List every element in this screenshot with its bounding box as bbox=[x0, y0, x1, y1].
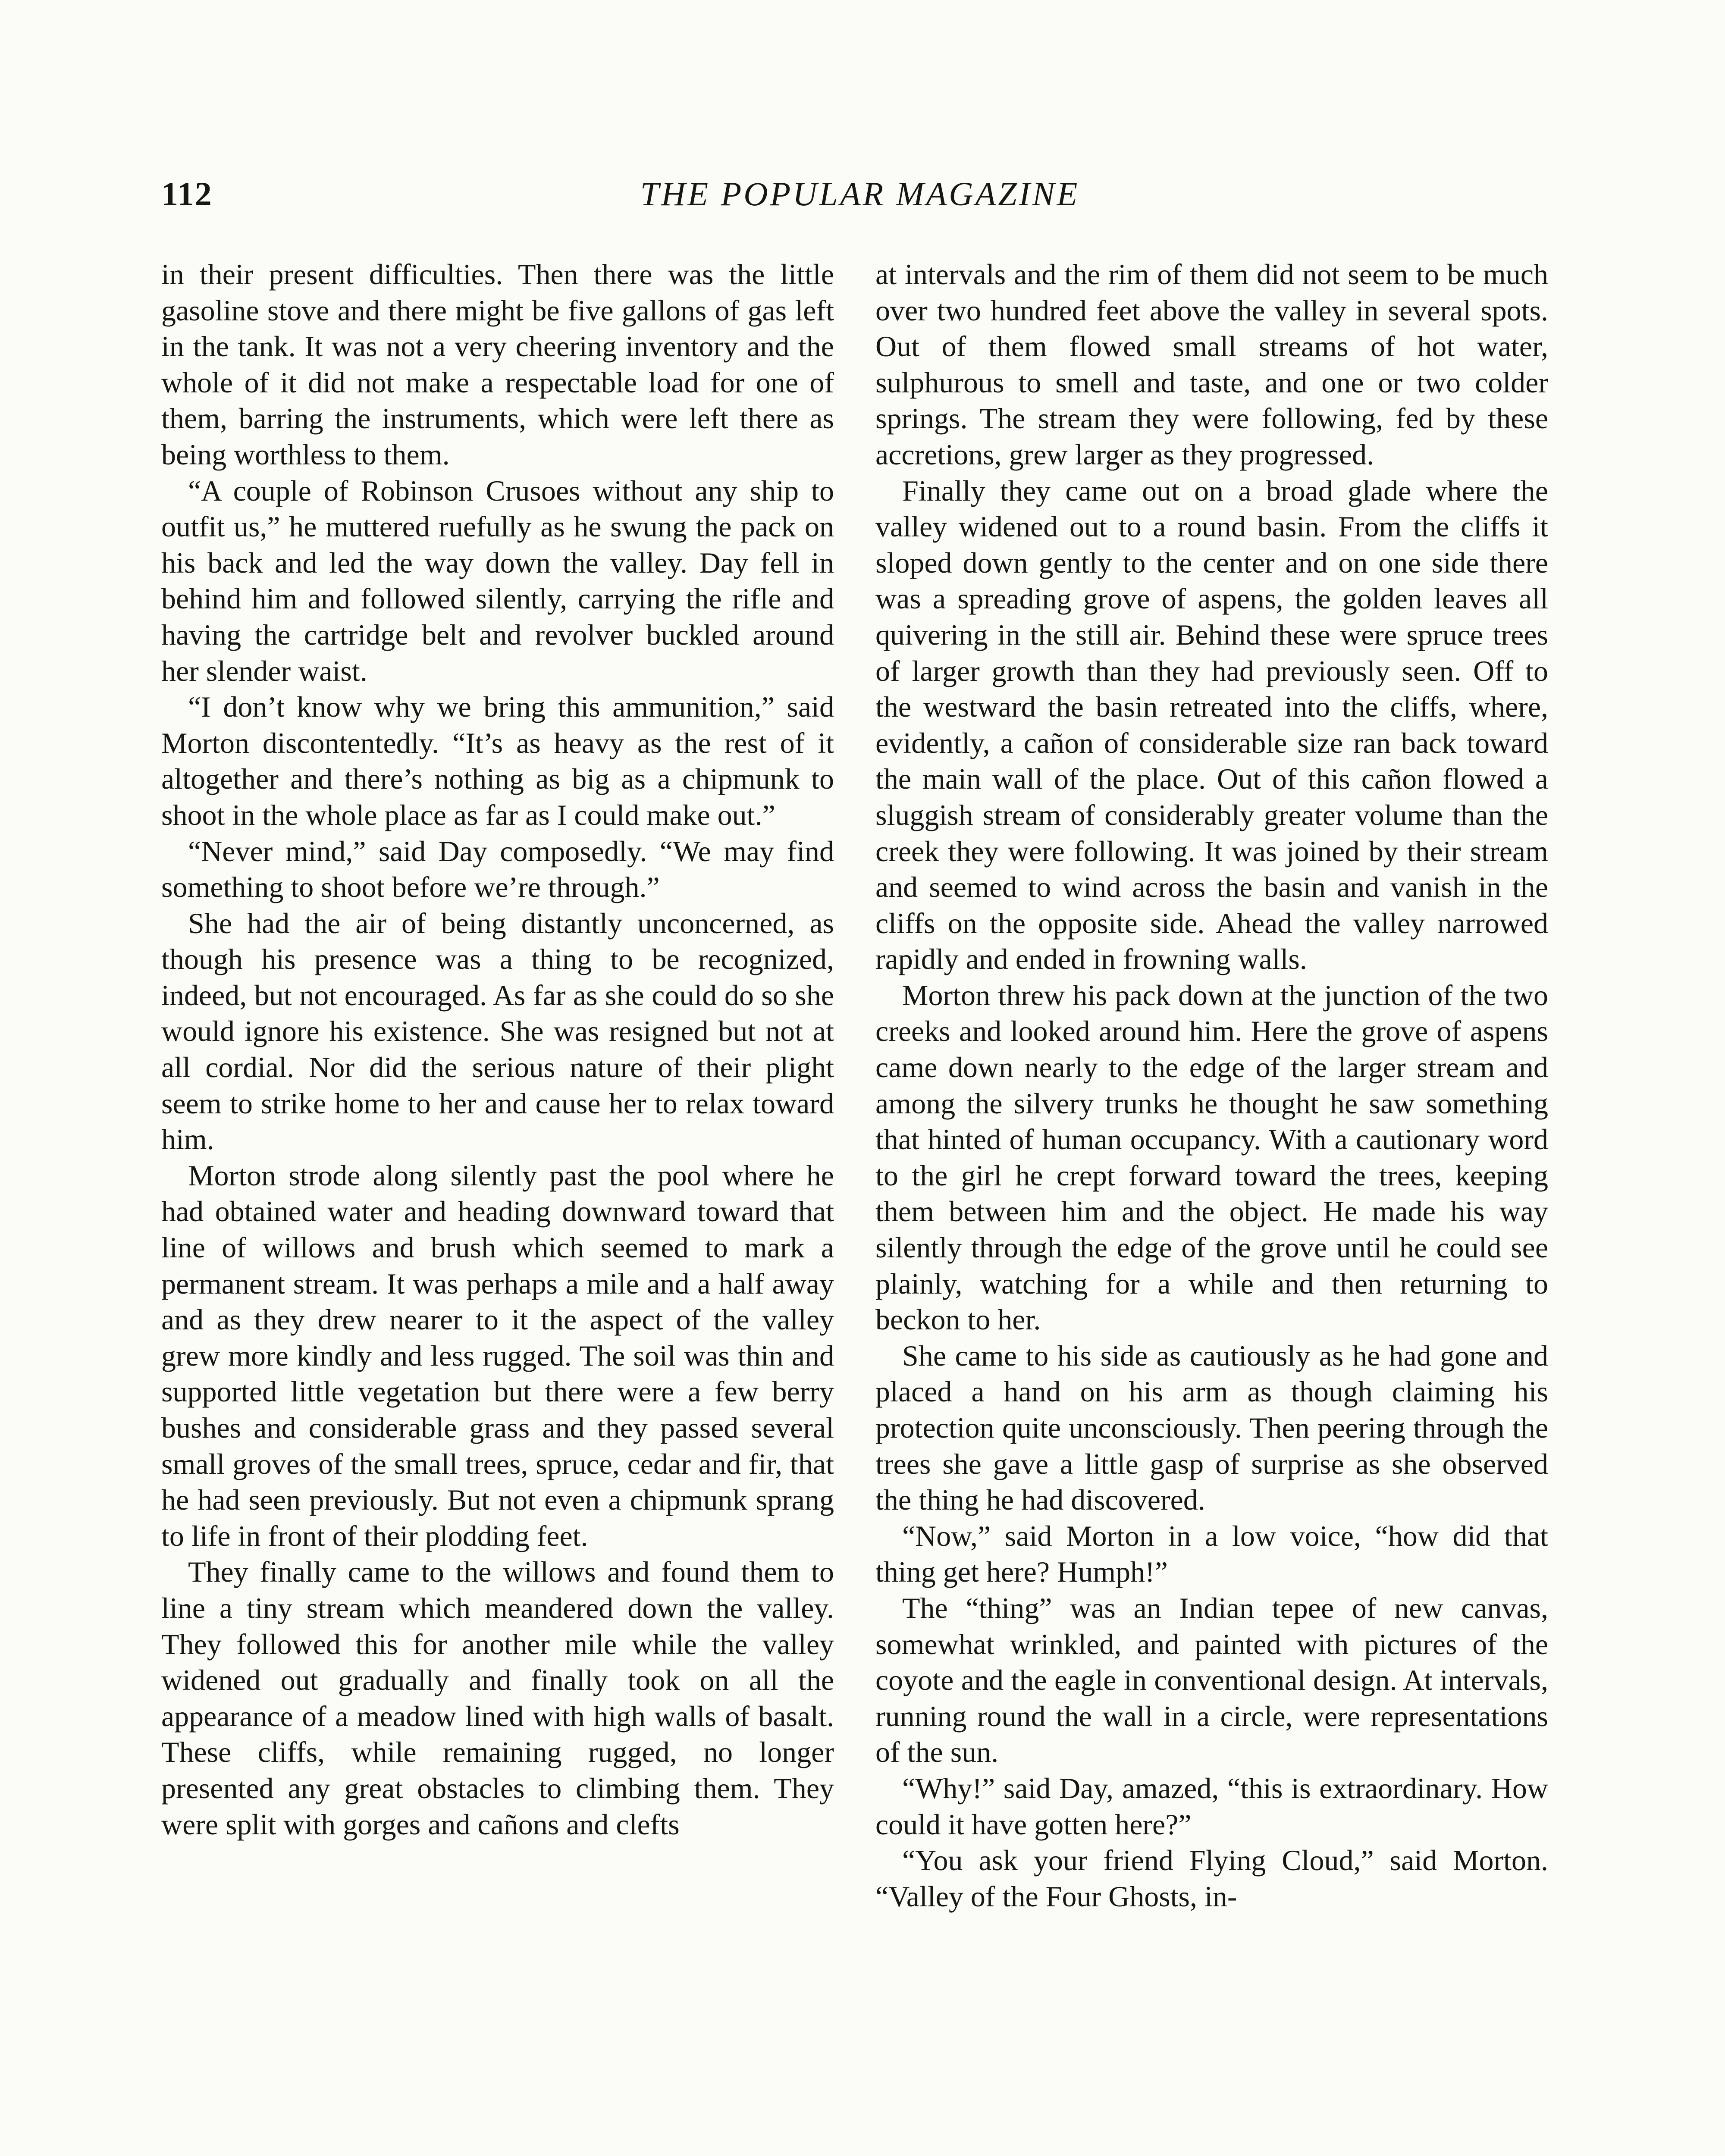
paragraph: “I don’t know why we bring this ammunition,” said Morton discontentedly. “It’s as heavy as the rest of it altogether and there’s nothing as big as a chipmunk to shoot in the whole place as far as I could make out.” bbox=[161, 690, 834, 831]
page-number: 112 bbox=[161, 175, 213, 213]
running-head-title: THE POPULAR MAGAZINE bbox=[640, 175, 1080, 213]
right-text-column bbox=[875, 257, 1548, 1915]
paragraph: Morton threw his pack down at the junction of the two creeks and looked around him. Here the grove of aspens came down nearly to the edge of the larger stream and among the silvery trunks he thought he saw something that hinted of human occupancy. With a cautionary word to the girl he crept forward toward the trees, keeping them between him and the object. He made his way silently through the edge of the grove until he could see plainly, watching for a while and then returning to beckon to her. bbox=[875, 978, 1548, 1336]
paragraph: She had the air of being distantly unconcerned, as though his presence was a thing to be recognized, indeed, but not encouraged. As far as she could do so she would ignore his existence. She was resigned but not at all cordial. Nor did the serious nature of their plight seem to strike home to her and cause her to relax toward him. bbox=[161, 906, 834, 1156]
left-text-column bbox=[161, 257, 834, 1843]
paragraph: The “thing” was an Indian tepee of new canvas, somewhat wrinkled, and painted with pictures of the coyote and the eagle in conventional design. At intervals, running round the wall in a circle, were representations of the sun. bbox=[875, 1591, 1548, 1769]
paragraph: She came to his side as cautiously as he had gone and placed a hand on his arm as though claiming his protection quite unconsciously. Then peering through the trees she gave a little gasp of surprise as she observed the thing he had discovered. bbox=[875, 1339, 1548, 1517]
paragraph: in their present difficulties. Then there was the little gasoline stove and there might be five gallons of gas left in the tank. It was not a very cheering inventory and the whole of it did not make a respectable load for one of them, barring the instruments, which were left there as being worthless to them. bbox=[161, 258, 834, 471]
paragraph: They finally came to the willows and found them to line a tiny stream which meandered down the valley. They followed this for another mile while the valley widened out gradually and finally took on all the appearance of a meadow lined with high walls of basalt. These cliffs, while remaining rugged, no longer presented any great obstacles to climbing them. They were split with gorges and cañons and clefts bbox=[161, 1555, 834, 1841]
paragraph: Morton strode along silently past the pool where he had obtained water and heading downward toward that line of willows and brush which seemed to mark a permanent stream. It was perhaps a mile and a half away and as they drew nearer to it the aspect of the valley grew more kindly and less rugged. The soil was thin and supported little vegetation but there were a few berry bushes and considerable grass and they passed several small groves of the small trees, spruce, cedar and fir, that he had seen previously. But not even a chipmunk sprang to life in front of their plodding feet. bbox=[161, 1159, 834, 1552]
paragraph: “Never mind,” said Day composedly. “We may find something to shoot before we’re through.” bbox=[161, 834, 834, 904]
paragraph: “Now,” said Morton in a low voice, “how did that thing get here? Humph!” bbox=[875, 1519, 1548, 1589]
paragraph: “You ask your friend Flying Cloud,” said Morton. “Valley of the Four Ghosts, in- bbox=[875, 1844, 1548, 1913]
page-header bbox=[161, 175, 1559, 222]
paragraph: “Why!” said Day, amazed, “this is extraordinary. How could it have gotten here?” bbox=[875, 1771, 1548, 1841]
paragraph: “A couple of Robinson Crusoes without any ship to outfit us,” he muttered ruefully as he swung the pack on his back and led the way down the valley. Day fell in behind him and followed silently, carrying the rifle and having the cartridge belt and revolver buckled around her slender waist. bbox=[161, 474, 834, 687]
paragraph: Finally they came out on a broad glade where the valley widened out to a round basin. From the cliffs it sloped down gently to the center and on one side there was a spreading grove of aspens, the golden leaves all quivering in the still air. Behind these were spruce trees of larger growth than they had previously seen. Off to the westward the basin retreated into the cliffs, where, evidently, a cañon of considerable size ran back toward the main wall of the place. Out of this cañon flowed a sluggish stream of considerably greater volume than the creek they were following. It was joined by their stream and seemed to wind across the basin and vanish in the cliffs on the opposite side. Ahead the valley narrowed rapidly and ended in frowning walls. bbox=[875, 474, 1548, 976]
paragraph: at intervals and the rim of them did not seem to be much over two hundred feet above the valley in several spots. Out of them flowed small streams of hot water, sulphurous to smell and taste, and one or two colder springs. The stream they were following, fed by these accretions, grew larger as they progressed. bbox=[875, 258, 1548, 471]
